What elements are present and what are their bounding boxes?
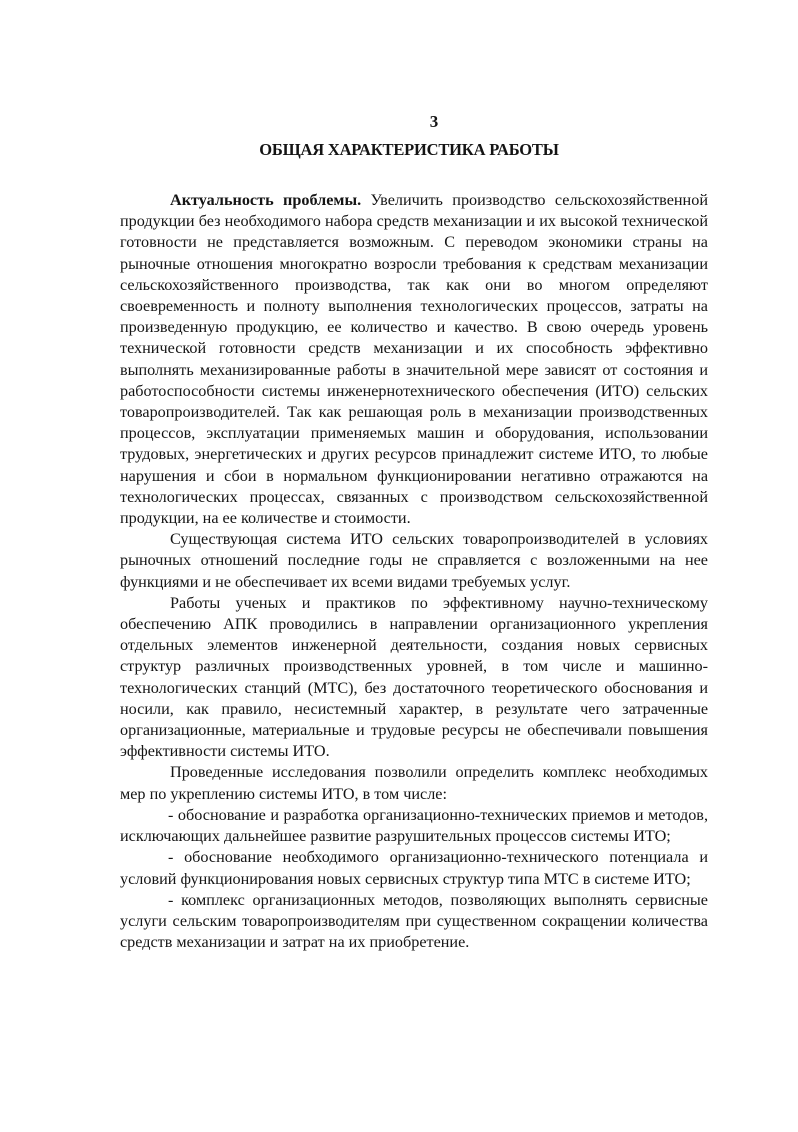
paragraph-lead: Актуальность проблемы. [170, 191, 362, 209]
paragraph-relevance [120, 190, 708, 529]
paragraph-existing-system: Существующая система ИТО сельских товаропроизводителей в условиях рыночных отношений последние годы не справляется с возложенными на нее функциями и не обеспечивает их всеми видами требуемых услуг. [120, 530, 708, 591]
list-item: - комплекс организационных методов, позволяющих выполнять сервисные услуги сельским товаропроизводителям при существенном сокращении количества средств механизации и затрат на их приобретение. [120, 890, 708, 952]
list-item: - обоснование и разработка организационно-технических приемов и методов, исключающих дальнейшее развитие разрушительных процессов системы ИТО; [120, 805, 708, 846]
document-body [120, 190, 708, 953]
page-title: ОБЩАЯ ХАРАКТЕРИСТИКА РАБОТЫ [259, 140, 559, 159]
paragraph-research-works: Работы ученых и практиков по эффективному научно-техническому обеспечению АПК проводились в направлении организационного укрепления отдельных элементов инженерной деятельности, создания новых сервисных структур различных производственных уровней, в том числе и машиннотехнологических станций (МТС), без достаточного теоретического обоснования и носили, как правило, несистемный характер, в результате чего затраченные организационные, материальные и трудовые ресурсы не обеспечивали повышения эффективности системы ИТО. [120, 593, 708, 761]
paragraph-measures-intro: Проведенные исследования позволили определить комплекс необходимых мер по укреплению системы ИТО, в том числе: [120, 763, 708, 803]
paragraph-text: Увеличить производство сельскохозяйственной продукции без необходимого набора средств механизации и их высокой технической готовности не представляется возможным. С переводом экономики страны на рыночные отношения многократно возросли требования к средствам механизации сельскохозяйственного производства, так как они во многом определяют своевременность и полноту выполнения технологических процессов, затраты на произведенную продукцию, ее количество и качество. В свою очередь уровень технической готовности средств механизации и их способность эффективно выполнять механизированные работы в значительной мере зависят от состояния и работоспособности системы инженернотехнического обеспечения (ИТО) сельских товаропроизводителей. Так как решающая роль в механизации производственных процессов, эксплуатации применяемых машин и оборудования, использовании трудовых, энергетических и других ресурсов принадлежит системе ИТО, то любые нарушения и сбои в нормальном функционировании негативно отражаются на технологических процессах, связанных с производством сельскохозяйственной продукции, на ее количестве и стоимости. [120, 191, 708, 528]
list-item: - обоснование необходимого организационно-технического потенциала и условий функционирования новых сервисных структур типа МТС в системе ИТО; [120, 848, 708, 888]
page-number: 3 [429, 112, 439, 131]
